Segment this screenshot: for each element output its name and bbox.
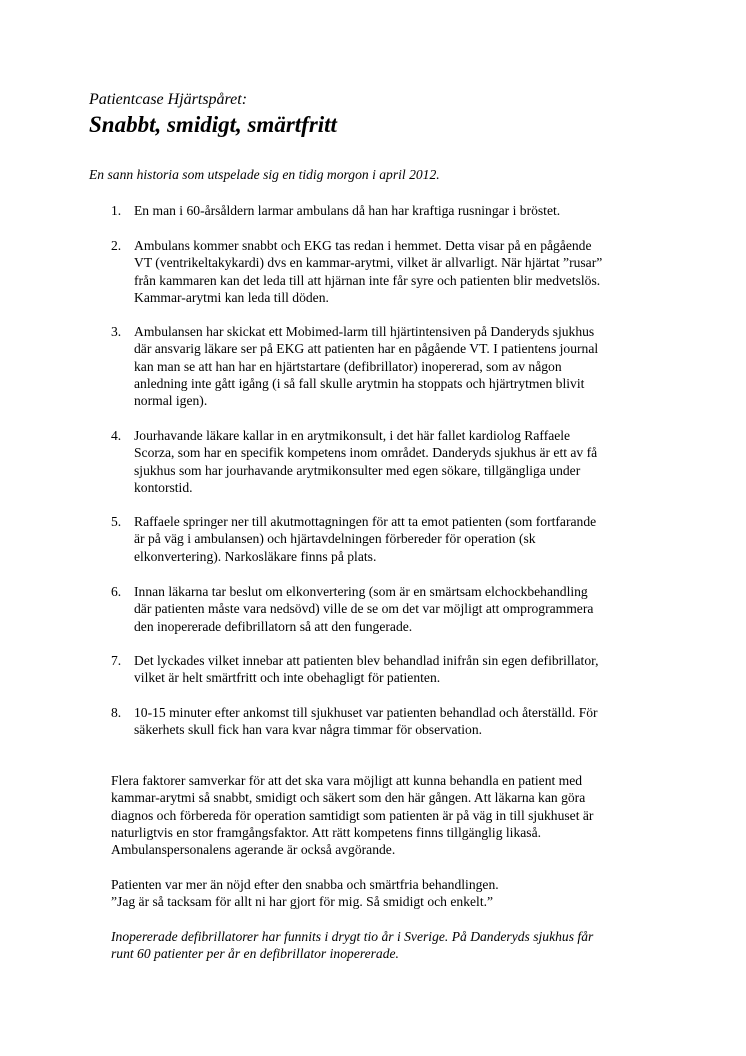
text-line: från kammaren kan det leda till att hjärnan inte får syre och patienten blir medvetslös. [134,272,601,288]
list-item-number: 4. [111,428,122,443]
text-line: diagnos och förbereda för operation samtidigt som patienten är på väg in till sjukhuset är [111,807,594,823]
intro-text: En sann historia som utspelade sig en tidig morgon i april 2012. [89,167,440,182]
text-line: vilket är helt smärtfritt och inte obehagligt för patienten. [134,670,441,686]
text-line: Ambulanspersonalens agerande är också avgörande. [111,842,396,858]
text-line: säkerhets skull fick han vara kvar några timmar för observation. [134,722,483,738]
list-item-number: 3. [111,324,122,339]
list-item-text [134,513,674,565]
text-line: elkonvertering). Narkosläkare finns på plats. [134,548,377,564]
list-item-text [134,652,674,687]
list-item-text [134,427,674,496]
list-item-number: 7. [111,653,122,668]
list-item-text [134,323,674,409]
text-line: Flera faktorer samverkar för att det ska vara möjligt att kunna behandla en patient med [111,773,583,788]
text-line: ”Jag är så tacksam för allt ni har gjort för mig. Så smidigt och enkelt.” [111,894,494,910]
text-line: anledning inte gått igång (i så fall skulle arytmin ha stoppats och hjärtrytmen blivit [134,375,585,391]
list-item-text [134,202,674,219]
list-item-number: 5. [111,514,122,529]
list-item-text [134,704,674,739]
text-line: normal igen). [134,393,208,409]
text-line: kontorstid. [134,479,193,495]
text-line: runt 60 patienter per år en defibrillator inopererade. [111,946,399,962]
text-line: den inopererade defibrillatorn så att den fungerade. [134,618,413,634]
text-line: Scorza, som har en specifik kompetens inom området. Danderyds sjukhus är ett av få [134,445,598,461]
text-line: 10-15 minuter efter ankomst till sjukhuset var patienten behandlad och återställd. För [134,705,598,720]
quote-paragraph [111,876,671,911]
text-line: där ansvarig läkare ser på EKG att patienten har en pågående VT. I patientens journal [134,341,599,357]
text-line: Raffaele springer ner till akutmottagningen för att ta emot patienten (som fortfarande [134,514,597,529]
list-item-number: 2. [111,238,122,253]
text-line: kan man se att han har en hjärtstartare (defibrillator) inopererad, som av någon [134,358,562,374]
text-line: Jourhavande läkare kallar in en arytmikonsult, i det här fallet kardiolog Raffaele [134,428,571,443]
text-line: där patienten måste vara nedsövd) ville de se om det var möjligt att omprogrammera [134,601,594,617]
summary-paragraph [111,772,671,858]
document-kicker: Patientcase Hjärtspåret: [89,91,248,108]
text-line: Innan läkarna tar beslut om elkonvertering (som är en smärtsam elchockbehandling [134,584,588,599]
list-item-number: 1. [111,203,122,218]
text-line: Ambulansen har skickat ett Mobimed-larm till hjärtintensiven på Danderyds sjukhus [134,324,595,339]
text-line: sjukhus som har jourhavande arytmikonsulter med egen sökare, tillgängliga under [134,462,581,478]
text-line: är på väg i ambulansen) och hjärtavdelningen förbereder för operation (sk [134,531,536,547]
list-item-number: 8. [111,705,122,720]
footnote-paragraph [111,928,671,963]
text-line: Ambulans kommer snabbt och EKG tas redan i hemmet. Detta visar på en pågående [134,238,592,253]
text-line: Det lyckades vilket innebar att patienten blev behandlad inifrån sin egen defibrillator, [134,653,599,668]
text-line: VT (ventrikeltakykardi) dvs en kammar-arytmi, vilket är allvarligt. När hjärtat ”rusar” [134,255,603,271]
list-item-text [134,237,674,306]
text-line: naturligtvis en stor framgångsfaktor. Att rätt kompetens finns tillgänglig likaså. [111,824,542,840]
text-line: En man i 60-årsåldern larmar ambulans då han har kraftiga rusningar i bröstet. [134,203,561,218]
list-item-number: 6. [111,584,122,599]
text-line: Patienten var mer än nöjd efter den snabba och smärtfria behandlingen. [111,877,499,892]
text-line: kammar-arytmi så snabbt, smidigt och säkert som den här gången. Att läkarna kan göra [111,790,586,806]
text-line: Kammar-arytmi kan leda till döden. [134,289,329,305]
list-item-text [134,583,674,635]
text-line: Inopererade defibrillatorer har funnits i drygt tio år i Sverige. På Danderyds sjukhus får [111,929,594,944]
document-title: Snabbt, smidigt, smärtfritt [89,112,337,137]
